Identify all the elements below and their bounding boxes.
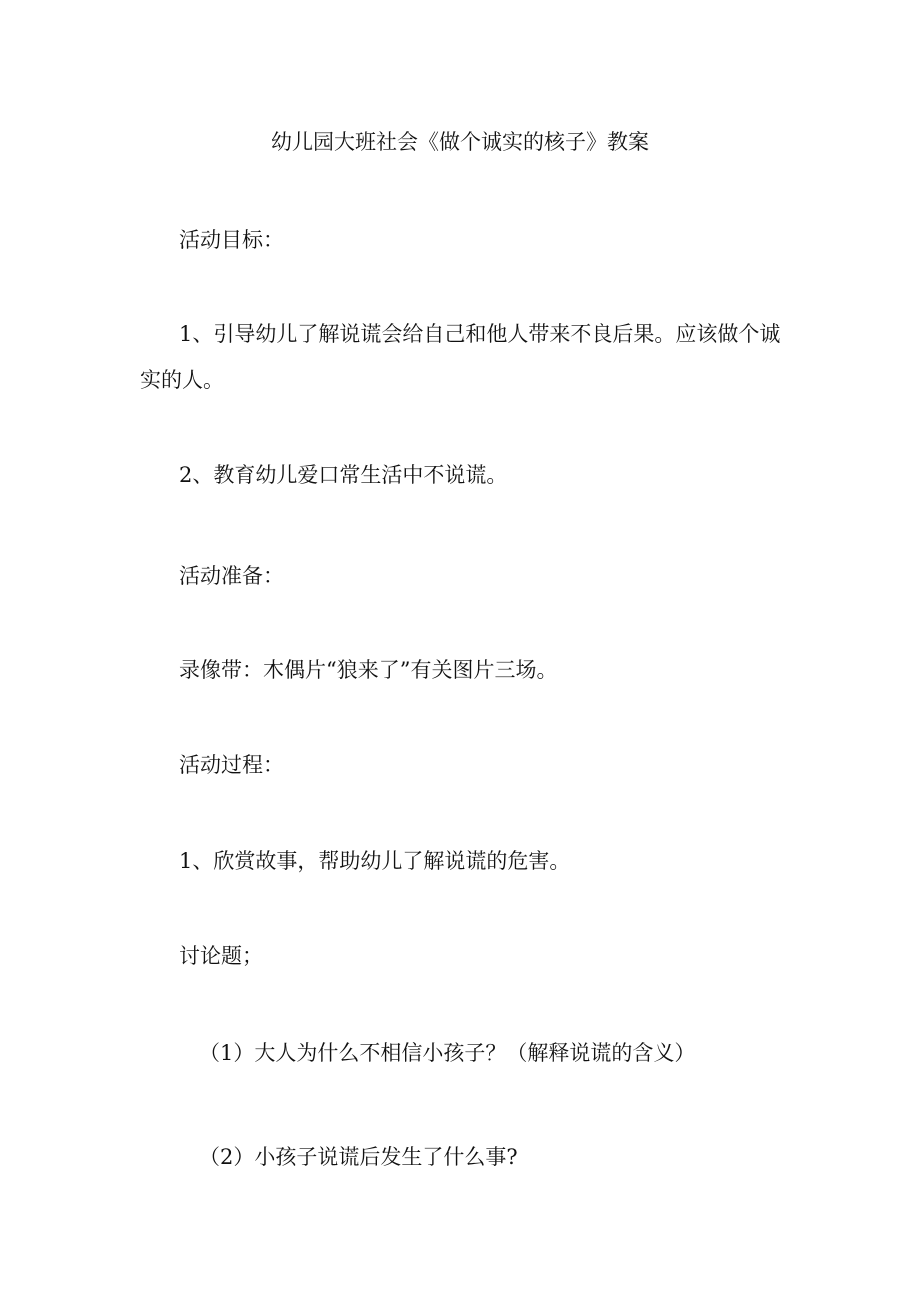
paragraph-activity-goals-heading: 活动目标： <box>179 228 284 252</box>
paragraph-discussion-heading: 讨论题； <box>179 944 263 968</box>
paragraph-activity-process-heading: 活动过程： <box>179 753 284 777</box>
paragraph-preparation-materials: 录像带：木偶片“狼来了”有关图片三场。 <box>179 658 558 682</box>
paragraph-discussion-question-2: （2）小孩子说谎后发生了什么事? <box>199 1145 518 1169</box>
paragraph-activity-preparation-heading: 活动准备： <box>179 564 284 588</box>
paragraph-goal-2: 2、教育幼儿爱口常生活中不说谎。 <box>179 463 508 487</box>
paragraph-goal-1: 1、引导幼儿了解说谎会给自己和他人带来不良后果。应该做个诚实的人。 <box>140 322 781 392</box>
paragraph-discussion-question-1: （1）大人为什么不相信小孩子？（解释说谎的含义） <box>199 1041 696 1065</box>
paragraph-process-step-1: 1、欣赏故事，帮助幼儿了解说谎的危害。 <box>179 849 571 873</box>
document-title: 幼儿园大班社会《做个诚实的核子》教案 <box>271 130 649 154</box>
